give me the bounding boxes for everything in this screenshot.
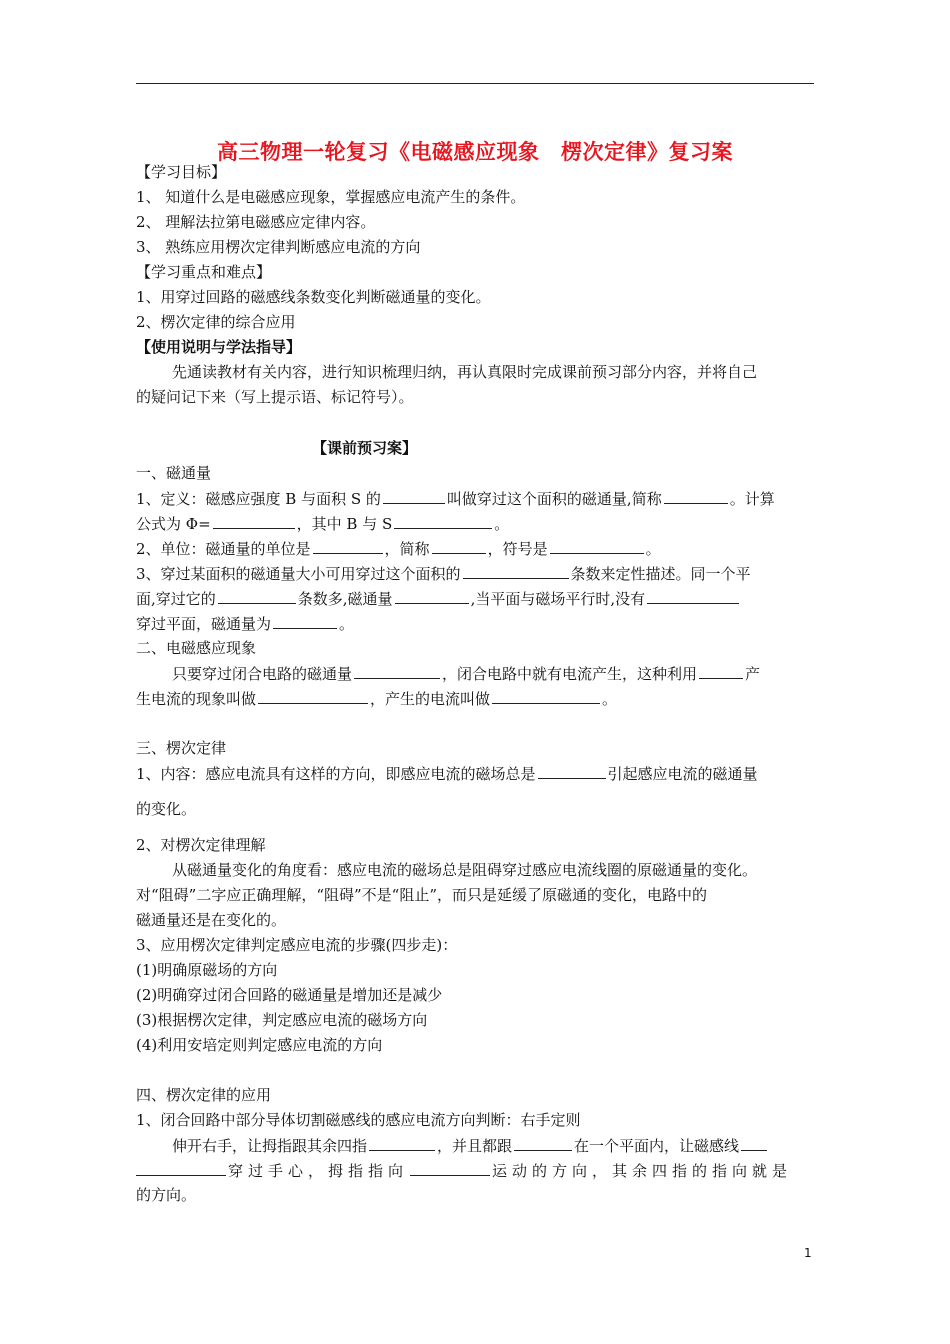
lenz-understanding-line-3: 磁通量还是在变化的。: [136, 911, 287, 929]
section-goals-heading: 【学习目标】: [136, 163, 227, 181]
header-rule: [136, 83, 814, 84]
usage-text-line-2: 的疑问记下来（写上提示语、标记符号）。: [136, 388, 414, 406]
flux-description-line-1: 3、穿过某面积的磁通量大小可用穿过这个面积的 条数来定性描述。同一个平: [136, 565, 751, 583]
fill-blank[interactable]: [383, 488, 445, 504]
key-item-1: 1、用穿过回路的磁感线条数变化判断磁通量的变化。: [136, 288, 491, 306]
section-4-heading: 四、楞次定律的应用: [136, 1086, 272, 1104]
lenz-understanding-line-2: 对“阻碍”二字应正确理解，“阻碍”不是“阻止”，而只是延缓了原磁通的变化，电路中的: [136, 886, 708, 904]
usage-text-line-1: 先通读教材有关内容，进行知识梳理归纳，再认真限时完成课前预习部分内容，并将自己: [172, 363, 758, 381]
fill-blank[interactable]: [218, 588, 296, 604]
page-number: 1: [804, 1246, 812, 1260]
section-2-heading: 二、电磁感应现象: [136, 639, 257, 657]
section-key-heading: 【学习重点和难点】: [136, 263, 272, 281]
fill-blank[interactable]: [550, 538, 644, 554]
fill-blank[interactable]: [354, 663, 440, 679]
lenz-step-3: (3)根据楞次定律，判定感应电流的磁场方向: [136, 1011, 428, 1029]
fill-blank[interactable]: [664, 488, 728, 504]
lenz-understanding-heading: 2、对楞次定律理解: [136, 836, 266, 854]
flux-unit-line: 2、单位：磁通量的单位是 ，简称 ，符号是 。: [136, 540, 661, 558]
fill-blank[interactable]: [395, 588, 469, 604]
key-item-2: 2、楞次定律的综合应用: [136, 313, 296, 331]
page-title: 高三物理一轮复习《电磁感应现象 楞次定律》复习案: [217, 139, 733, 164]
lenz-step-1: (1)明确原磁场的方向: [136, 961, 278, 979]
fill-blank[interactable]: [136, 1160, 226, 1176]
lenz-content-line-2: 的变化。: [136, 800, 197, 818]
right-hand-rule-line-3: 的方向。: [136, 1186, 197, 1204]
flux-definition-line-1: 1、定义：磁感应强度 B 与面积 S 的 叫做穿过这个面积的磁通量,简称 。计算: [136, 490, 775, 508]
fill-blank[interactable]: [258, 688, 368, 704]
goal-item-3: 3、 熟练应用楞次定律判断感应电流的方向: [136, 238, 421, 256]
flux-description-line-2: 面,穿过它的 条数多,磁通量 ,当平面与磁场平行时,没有: [136, 588, 826, 609]
flux-description-line-3: 穿过平面，磁通量为 。: [136, 615, 355, 633]
section-usage-heading: 【使用说明与学法指导】: [136, 338, 302, 356]
right-hand-rule-line-1: 伸开右手，让拇指跟其余四指 ，并且都跟 在一个平面内，让磁感线: [136, 1135, 862, 1156]
fill-blank[interactable]: [538, 763, 606, 779]
fill-blank[interactable]: [313, 538, 383, 554]
fill-blank[interactable]: [394, 513, 492, 529]
fill-blank[interactable]: [647, 588, 739, 604]
fill-blank[interactable]: [463, 563, 569, 579]
fill-blank[interactable]: [699, 663, 743, 679]
fill-blank[interactable]: [741, 1135, 767, 1151]
lenz-step-4: (4)利用安培定则判定感应电流的方向: [136, 1036, 383, 1054]
fill-blank[interactable]: [273, 613, 337, 629]
lenz-steps-heading: 3、应用楞次定律判定感应电流的步骤(四步走)：: [136, 936, 458, 954]
goal-item-1: 1、 知道什么是电磁感应现象，掌握感应电流产生的条件。: [136, 188, 526, 206]
fill-blank[interactable]: [369, 1135, 435, 1151]
right-hand-rule-heading: 1、闭合回路中部分导体切割磁感线的感应电流方向判断：右手定则: [136, 1111, 581, 1129]
right-hand-rule-line-2: 穿过手心，拇指指向 运动的方向，其余四指的指向就是: [136, 1160, 826, 1181]
induction-line-1: 只要穿过闭合电路的磁通量 ，闭合电路中就有电流产生，这种利用 产: [172, 665, 761, 683]
fill-blank[interactable]: [432, 538, 486, 554]
induction-line-2: 生电流的现象叫做 ，产生的电流叫做 。: [136, 690, 618, 708]
fill-blank[interactable]: [492, 688, 600, 704]
section-1-heading: 一、磁通量: [136, 464, 212, 482]
fill-blank[interactable]: [410, 1160, 490, 1176]
flux-definition-line-2: 公式为 Φ= ，其中 B 与 S 。: [136, 515, 510, 533]
lenz-understanding-line-1: 从磁通量变化的角度看：感应电流的磁场总是阻碍穿过感应电流线圈的原磁通量的变化。: [172, 861, 758, 879]
fill-blank[interactable]: [213, 513, 295, 529]
section-3-heading: 三、楞次定律: [136, 739, 227, 757]
lenz-content-line-1: 1、内容：感应电流具有这样的方向，即感应电流的磁场总是 引起感应电流的磁通量: [136, 765, 758, 783]
lenz-step-2: (2)明确穿过闭合回路的磁通量是增加还是减少: [136, 986, 443, 1004]
goal-item-2: 2、 理解法拉第电磁感应定律内容。: [136, 213, 376, 231]
section-preview-heading: 【课前预习案】: [312, 439, 418, 457]
fill-blank[interactable]: [514, 1135, 572, 1151]
